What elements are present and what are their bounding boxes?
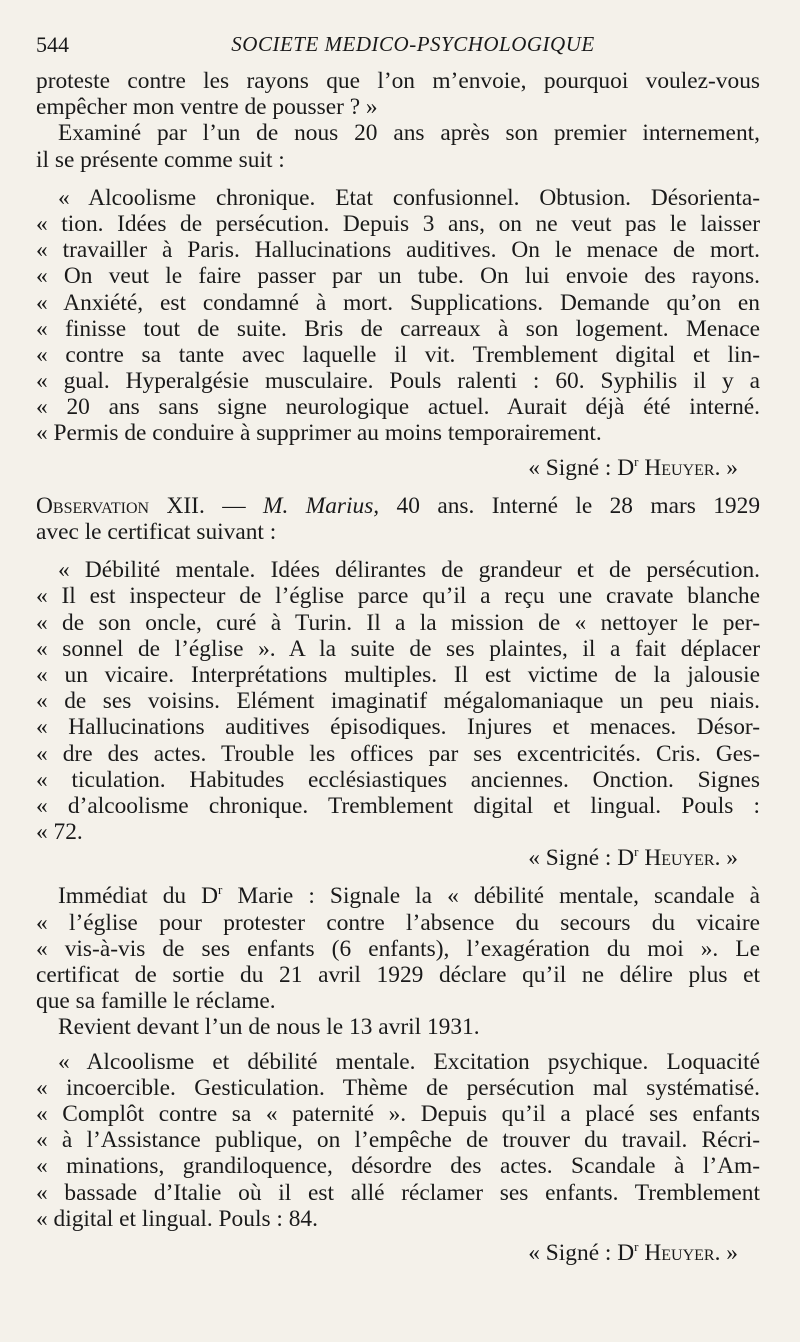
quote-line: « bassade d’Italie où il est allé réclamer ses enfants. Tremblement — [36, 1179, 760, 1206]
quote-line: « Anxiété, est condamné à mort. Supplications. Demande qu’on en — [36, 289, 760, 316]
quote-line: « contre sa tante avec laquelle il vit. Tremblement digital et lin- — [36, 341, 760, 368]
signature-line: « Signé : $D^r$ Heuyer. » — [528, 1239, 738, 1266]
page-number: 544 — [36, 32, 69, 57]
observation-heading: Observation XII. — M. Marius, 40 ans. Interné le 28 mars 1929 — [36, 492, 760, 519]
quote-line: « d’alcoolisme chronique. Tremblement digital et lingual. Pouls : — [36, 792, 760, 819]
text-line: avec le certificat suivant : — [36, 519, 277, 545]
quote-line: « dre des actes. Trouble les offices par ses excentricités. Cris. Ges- — [36, 740, 760, 767]
quote-line: « Alcoolisme et débilité mentale. Excitation psychique. Loquacité — [58, 1048, 760, 1075]
quote-line: « 20 ans sans signe neurologique actuel. Aurait déjà été interné. — [36, 394, 760, 421]
text-line: Revient devant l’un de nous le 13 avril 1931. — [58, 1014, 480, 1041]
text-line: Examiné par l’un de nous 20 ans après son premier internement, — [58, 120, 760, 147]
quote-line: « de ses voisins. Elément imaginatif mégalomaniaque un peu niais. — [36, 688, 760, 715]
text-line: « l’église pour protester contre l’absence du secours du vicaire — [36, 909, 760, 936]
quote-line: « Complôt contre sa « paternité ». Depuis qu’il a placé ses enfants — [36, 1100, 760, 1127]
quote-line: « Hallucinations auditives épisodiques. Injures et menaces. Désor- — [36, 714, 760, 741]
text-line: empêcher mon ventre de pousser ? » — [36, 94, 378, 121]
quote-line: « minations, grandiloquence, désordre des actes. Scandale à l’Am- — [36, 1153, 760, 1180]
text-line: que sa famille le réclame. — [36, 988, 276, 1015]
text-line: proteste contre les rayons que l’on m’envoie, pourquoi voulez-vous — [36, 68, 760, 94]
quote-line: « travailler à Paris. Hallucinations auditives. On le menace de mort. — [36, 237, 760, 264]
quote-line: « à l’Assistance publique, on l’empêche de trouver du travail. Récri- — [36, 1127, 760, 1154]
quote-line: « Alcoolisme chronique. Etat confusionnel. Obtusion. Désorienta- — [58, 184, 760, 211]
quote-line: « tion. Idées de persécution. Depuis 3 ans, on ne veut pas le laisser — [36, 210, 760, 237]
text-line: il se présente comme suit : — [36, 146, 285, 173]
text-line: certificat de sortie du 21 avril 1929 déclare qu’il ne délire plus et — [36, 962, 760, 988]
running-title: SOCIETE MEDICO-PSYCHOLOGIQUE — [231, 32, 595, 56]
quote-line: « sonnel de l’église ». A la suite de ses plaintes, il a fait déplacer — [36, 635, 760, 662]
page-header — [36, 22, 760, 68]
page-body — [36, 68, 760, 1266]
text-line: « vis-à-vis de ses enfants (6 enfants), l’exagération du moi ». Le — [36, 935, 760, 962]
quote-line: « digital et lingual. Pouls : 84. — [36, 1205, 318, 1232]
quote-line: « On veut le faire passer par un tube. On lui envoie des rayons. — [36, 263, 760, 290]
quote-line: « Débilité mentale. Idées délirantes de grandeur et de persécution. — [58, 557, 760, 584]
quote-line: « gual. Hyperalgésie musculaire. Pouls ralenti : 60. Syphilis il y a — [36, 368, 760, 395]
text-line: Immédiat du $D^r$ Marie : Signale la « débilité mentale, scandale à — [58, 883, 760, 910]
quote-line: « incoercible. Gesticulation. Thème de persécution mal systématisé. — [36, 1074, 760, 1101]
quote-line: « Permis de conduire à supprimer au moins temporairement. — [36, 420, 602, 447]
quote-line: « de son oncle, curé à Turin. Il a la mission de « nettoyer le per- — [36, 609, 760, 636]
quote-line: « ticulation. Habitudes ecclésiastiques anciennes. Onction. Signes — [36, 766, 760, 793]
signature-line: « Signé : $D^r$ Heuyer. » — [528, 454, 738, 481]
quote-line: « 72. — [36, 819, 83, 846]
signature-line: « Signé : $D^r$ Heuyer. » — [528, 845, 738, 872]
quote-line: « finisse tout de suite. Bris de carreaux à son logement. Menace — [36, 315, 760, 342]
quote-line: « un vicaire. Interprétations multiples. Il est victime de la jalousie — [36, 661, 760, 688]
quote-line: « Il est inspecteur de l’église parce qu’il a reçu une cravate blanche — [36, 583, 760, 610]
